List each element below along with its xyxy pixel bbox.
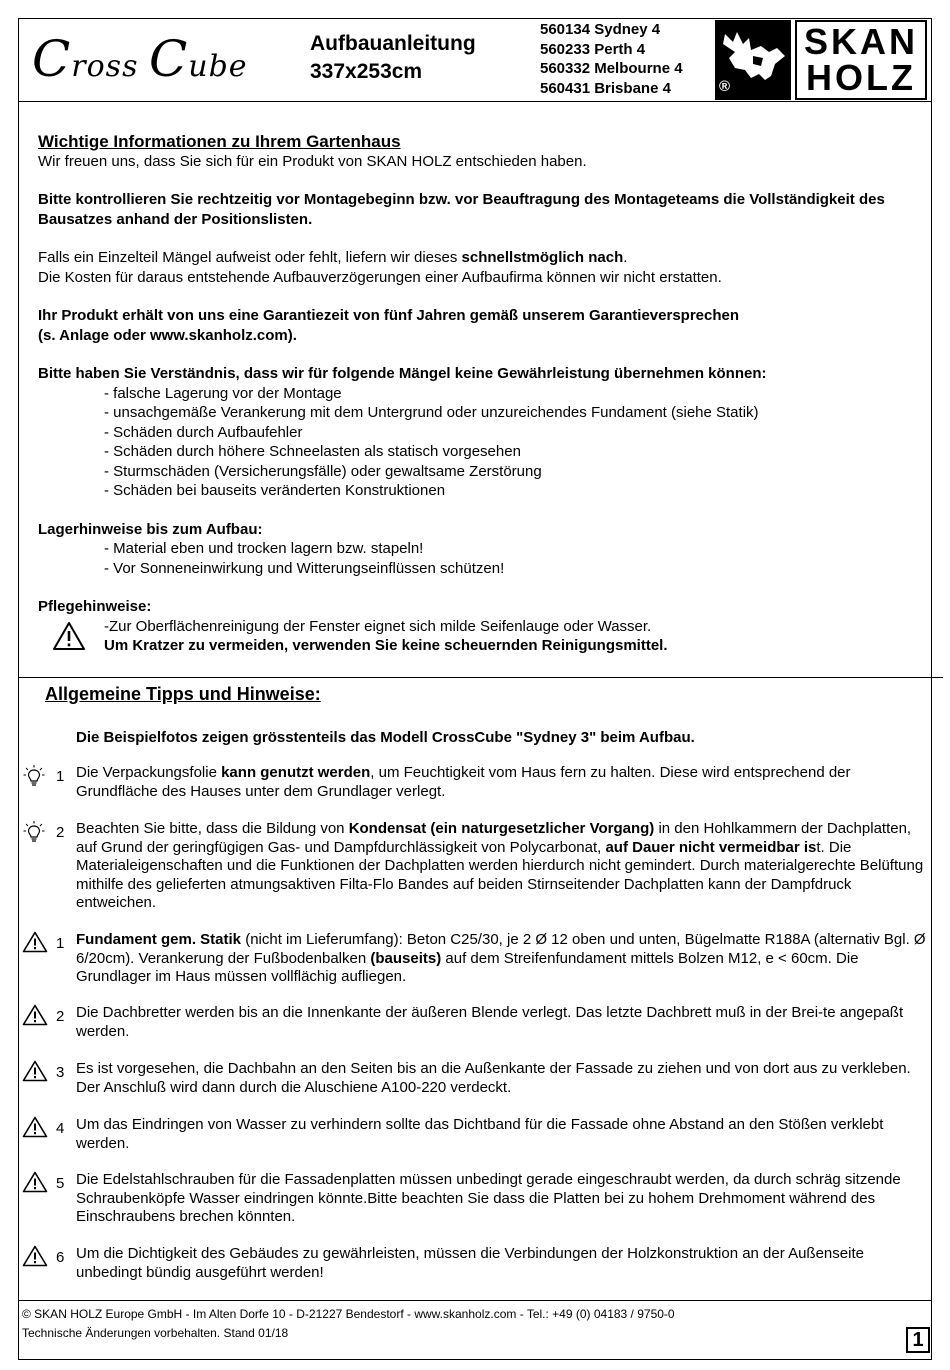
warning-icon <box>22 1171 48 1193</box>
brand-name: SKAN HOLZ <box>795 20 927 100</box>
tip-bulb-1 <box>22 764 927 801</box>
tip-text: Die Edelstahlschrauben für die Fassadenplatten müssen unbedingt gerade eingeschraubt werden, da durch schräg sitzende Schraubenköpfe Wasser eindringen könnte.Bitte beachten Sie dass die Platten bei zu hohem Drehmoment während des Einschraubens brechen könnten. <box>76 1171 901 1225</box>
crosscube-logo: Cross Cube <box>32 30 248 88</box>
warranty-line-1: Ihr Produkt erhält von uns eine Garantiezeit von fünf Jahren gemäß unserem Garantieversprechen <box>38 307 740 324</box>
tip-marker: 3 <box>22 1060 72 1082</box>
check-text: Bitte kontrollieren Sie rechtzeitig vor Montagebeginn bzw. vor Beauftragung des Montageteams die Vollständigkeit des Bausatzes anhand der Positionslisten. <box>38 191 885 228</box>
tip-text: Es ist vorgesehen, die Dachbahn an den Seiten bis an die Außenkante der Fassade zu ziehen und von dort aus zu verkleben. Der Anschluß wird dann durch die Aluschiene A100-220 verdeckt. <box>76 1060 911 1096</box>
info-section <box>38 132 918 656</box>
warning-icon <box>52 621 86 651</box>
list-item: - Sturmschäden (Versicherungsfälle) oder gewaltsame Zerstörung <box>104 462 542 480</box>
exclusions-list <box>38 384 918 501</box>
tips-heading-block <box>45 685 925 705</box>
size-text: 337x253cm <box>310 60 423 83</box>
model-item: 560134 Sydney 4 <box>540 21 661 38</box>
tip-marker: 2 <box>22 1004 72 1026</box>
warning-icon <box>22 1116 48 1138</box>
list-item: - Material eben und trocken lagern bzw. stapeln! <box>104 540 424 557</box>
storage-heading: Lagerhinweise bis zum Aufbau: <box>38 520 263 538</box>
tip-text: Um das Eindringen von Wasser zu verhindern sollte das Dichtband für die Fassade ohne Abstand an den Stößen verklebt werden. <box>76 1116 884 1152</box>
footer-address: © SKAN HOLZ Europe GmbH - Im Alten Dorfe 10 - D-21227 Bendestorf - www.skanholz.com - Tel.: +49 (0) 04183 / 9750-0 <box>22 1307 675 1321</box>
tip-marker: 6 <box>22 1245 72 1267</box>
warning-icon <box>22 1004 48 1026</box>
tip-marker: 2 <box>22 820 72 842</box>
list-item: - falsche Lagerung vor der Montage <box>104 384 342 402</box>
info-heading: Wichtige Informationen zu Ihrem Gartenhaus <box>38 132 401 151</box>
tip-warning-1 <box>22 931 927 987</box>
warranty-line-2: (s. Anlage oder www.skanholz.com). <box>38 326 297 344</box>
care-notes <box>38 617 918 656</box>
tip-marker: 1 <box>22 764 72 786</box>
care-heading: Pflegehinweise: <box>38 598 152 615</box>
list-item: - unsachgemäße Verankerung mit dem Untergrund oder unzureichendes Fundament (siehe Statik) <box>104 404 759 421</box>
care-text-1: -Zur Oberflächenreinigung der Fenster eignet sich milde Seifenlauge oder Wasser. <box>104 617 652 635</box>
model-item: 560431 Brisbane 4 <box>540 79 671 97</box>
footer-divider <box>18 1300 932 1301</box>
storage-list <box>38 539 918 578</box>
tip-bulb-2 <box>22 820 927 913</box>
lightbulb-icon <box>22 764 46 788</box>
title-text: Aufbauanleitung <box>310 32 476 55</box>
tip-text: Um die Dichtigkeit des Gebäudes zu gewährleisten, müssen die Verbindungen der Holzkonstruktion an der Außenseite unbedingt bündig ausgeführt werden! <box>76 1245 864 1281</box>
tip-text: Die Dachbretter werden bis an die Innenkante der äußeren Blende verlegt. Das letzte Dachbrett muß in der Brei-te angepaßt werden. <box>76 1004 904 1040</box>
footer <box>22 1305 675 1343</box>
model-item: 560233 Perth 4 <box>540 40 646 58</box>
tip-text: Die Verpackungsfolie kann genutzt werden, um Feuchtigkeit vom Haus fern zu halten. Diese wird entsprechend der Grundfläche des Hauses unter dem Grundlager verlegt. <box>76 764 851 800</box>
tip-marker: 5 <box>22 1171 72 1193</box>
tip-warning-6 <box>22 1245 927 1282</box>
tips-heading: Allgemeine Tipps und Hinweise: <box>45 684 321 704</box>
model-item: 560332 Melbourne 4 <box>540 60 683 77</box>
model-list <box>540 20 683 98</box>
list-item: - Schäden durch Aufbaufehler <box>104 423 303 441</box>
list-item: - Vor Sonneneinwirkung und Witterungseinflüssen schützen! <box>104 559 505 577</box>
skanholz-logo <box>715 20 929 100</box>
lightbulb-icon <box>22 820 46 844</box>
costs-text: Die Kosten für daraus entstehende Aufbauverzögerungen einer Aufbaufirma können wir nicht erstatten. <box>38 268 722 286</box>
tip-text: Beachten Sie bitte, dass die Bildung von Kondensat (ein naturgesetzlicher Vorgang) in den Hohlkammern der Dachplatten, auf Grund der geringfügigen Gas- und Dampfdurchlässigkeit von Polycarbonat, auf Dauer nicht vermeidbar ist. Die Materialeigenschaften und die Funktionen der Dachplatten werden hierdurch nicht gemindert. Durch materialgerechte Belüftung mithilfe des gelieferten atmungsaktiven Filta-Flo Bandes auf beiden Stirnseitender Dachplatten kann der Dampfdruck entweichen. <box>76 820 924 911</box>
tip-warning-5 <box>22 1171 927 1227</box>
tip-warning-3 <box>22 1060 927 1097</box>
list-item: - Schäden durch höhere Schneelasten als statisch vorgesehen <box>104 443 521 460</box>
header <box>18 18 932 102</box>
page-number: 1 <box>906 1327 930 1353</box>
document-title <box>310 30 476 86</box>
care-text-2: Um Kratzer zu vermeiden, verwenden Sie keine scheuernden Reinigungsmittel. <box>104 637 668 654</box>
tip-text: Fundament gem. Statik (nicht im Lieferumfang): Beton C25/30, je 2 Ø 12 oben und unten, Bügelmatte R188A (alternativ Bgl. Ø 6/20cm). Verankerung der Fußbodenbalken (bauseits) auf dem Streifenfundament mittels Bolzen M12, e < 60cm. Die Grundlager im Haus müssen vollflächig aufliegen. <box>76 931 926 985</box>
tips-intro-block <box>76 728 950 748</box>
warning-icon <box>22 1060 48 1082</box>
moose-emblem-icon: ® <box>715 20 791 100</box>
warning-icon <box>22 1245 48 1267</box>
warning-icon <box>22 931 48 953</box>
tip-marker: 4 <box>22 1116 72 1138</box>
intro-text: Wir freuen uns, dass Sie sich für ein Produkt von SKAN HOLZ entschieden haben. <box>38 152 587 170</box>
footer-note: Technische Änderungen vorbehalten. Stand 01/18 <box>22 1326 289 1340</box>
tips-intro: Die Beispielfotos zeigen grösstenteils das Modell CrossCube "Sydney 3" beim Aufbau. <box>76 729 695 746</box>
exclusions-heading: Bitte haben Sie Verständnis, dass wir für folgende Mängel keine Gewährleistung übernehmen können: <box>38 365 767 382</box>
tip-warning-2 <box>22 1004 927 1041</box>
section-divider <box>18 677 943 678</box>
defect-text: Falls ein Einzelteil Mängel aufweist oder fehlt, liefern wir dieses schnellstmöglich nach. <box>38 249 628 266</box>
tip-warning-4 <box>22 1116 927 1153</box>
list-item: - Schäden bei bauseits veränderten Konstruktionen <box>104 482 446 499</box>
tip-marker: 1 <box>22 931 72 953</box>
